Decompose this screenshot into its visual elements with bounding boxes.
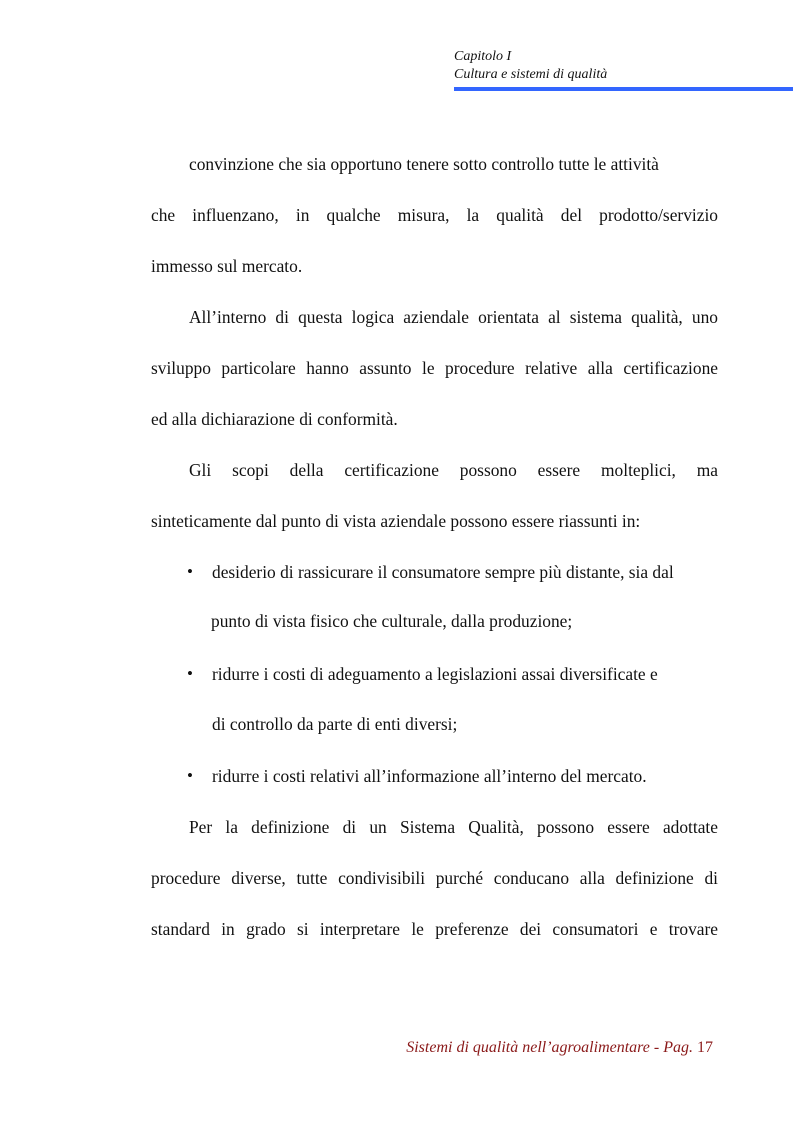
- list-item-text: punto di vista fisico che culturale, dalla produzione;: [211, 611, 573, 631]
- paragraph-line: ed alla dichiarazione di conformità.: [151, 409, 398, 429]
- paragraph-line: procedure diverse, tutte condivisibili purché conducano alla definizione di: [151, 868, 718, 888]
- paragraph-line: immesso sul mercato.: [151, 256, 303, 276]
- bullet-marker: •: [187, 766, 193, 785]
- running-header: [454, 48, 793, 84]
- chapter-label: Capitolo I: [454, 49, 512, 64]
- page-number: 17: [697, 1039, 713, 1056]
- running-footer: [406, 1036, 713, 1060]
- paragraph-line: sinteticamente dal punto di vista aziendale possono essere riassunti in:: [151, 511, 641, 531]
- list-item-text: di controllo da parte di enti diversi;: [212, 714, 458, 734]
- list-item-text: ridurre i costi di adeguamento a legislazioni assai diversificate e: [212, 664, 658, 684]
- list-item-text: ridurre i costi relativi all’informazione all’interno del mercato.: [212, 766, 647, 786]
- paragraph-line: Per la definizione di un Sistema Qualità, possono essere adottate: [189, 817, 718, 837]
- section-title: Cultura e sistemi di qualità: [454, 67, 608, 82]
- paragraph-line: che influenzano, in qualche misura, la qualità del prodotto/servizio: [151, 205, 718, 225]
- list-item-text: desiderio di rassicurare il consumatore sempre più distante, sia dal: [212, 562, 674, 582]
- bullet-marker: •: [187, 562, 193, 581]
- paragraph-line: Gli scopi della certificazione possono essere molteplici, ma: [189, 460, 718, 480]
- paragraph-line: sviluppo particolare hanno assunto le procedure relative alla certificazione: [151, 358, 718, 378]
- paragraph-line: standard in grado si interpretare le preferenze dei consumatori e trovare: [151, 919, 718, 939]
- footer-title: Sistemi di qualità nell’agroalimentare - Pag.: [406, 1039, 693, 1056]
- bullet-marker: •: [187, 664, 193, 683]
- paragraph-line: convinzione che sia opportuno tenere sotto controllo tutte le attività: [189, 154, 659, 174]
- paragraph-line: All’interno di questa logica aziendale orientata al sistema qualità, uno: [189, 307, 718, 327]
- header-rule: [454, 87, 793, 91]
